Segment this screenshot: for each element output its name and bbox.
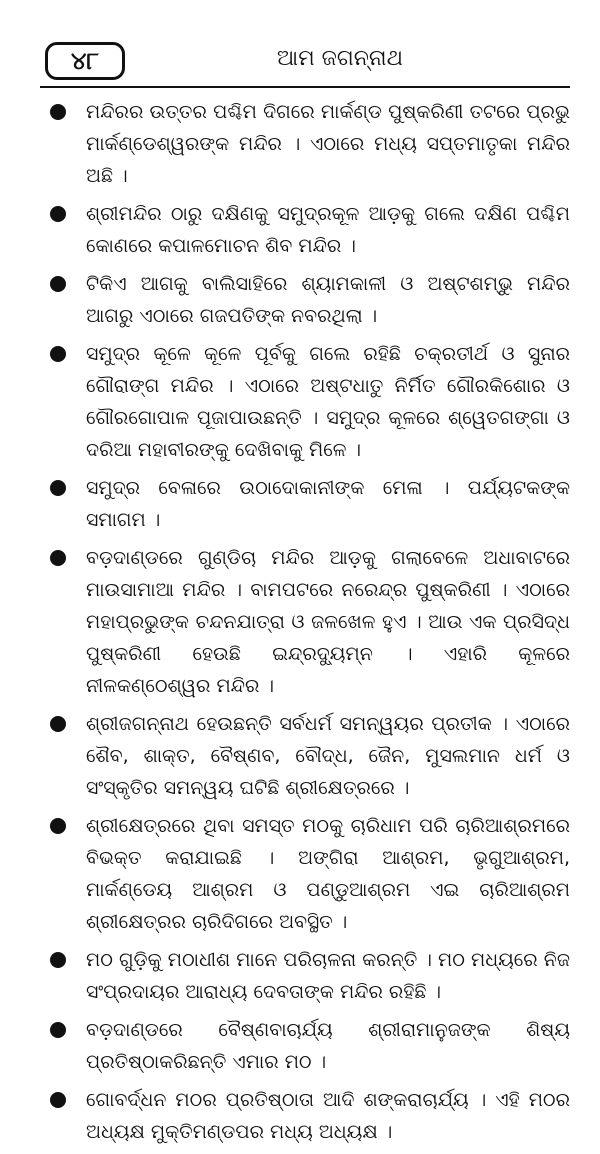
bullet-icon [50,276,66,292]
bullet-icon [50,480,66,496]
list-item [40,338,570,466]
list-item-text: ସମୁଦ୍ର ବେଳାରେ ଉଠାଦୋକାନୀଙ୍କ ମେଳା । ପର୍ଯ୍ୟଟକଙ୍କ ସମାଗମ । [86,477,570,531]
list-item [40,944,570,1008]
list-item-text: ସମୁଦ୍ର କୂଳେ କୂଳେ ପୂର୍ବକୁ ଗଲେ ରହିଛି ଚକ୍ରତୀର୍ଥ ଓ ସୁନାର ଗୌରାଙ୍ଗ ମନ୍ଦିର । ଏଠାରେ ଅଷ୍ଟଧାତୁ ନିର୍ମିତ ଗୌରକିଶୋର ଓ ଗୌରଗୋପାଳ ପୂଜାପାଉଛନ୍ତି । ସମୁଦ୍ର କୂଳରେ ଶ୍ୱେତଗଙ୍ଗା ଓ ଦରିଆ ମହାବୀରଙ୍କୁ ଦେଖିବାକୁ ମିଳେ । [86,343,570,461]
list-item [40,1014,570,1078]
list-item [40,1084,570,1148]
bullet-icon [50,716,66,732]
list-item [40,198,570,262]
list-item [40,708,570,804]
list-item-text: ମନ୍ଦିରର ଉତ୍ତର ପଶ୍ଚିମ ଦିଗରେ ମାର୍କଣ୍ଡ ପୁଷ୍କରିଣୀ ତଟରେ ପ୍ରଭୁ ମାର୍କଣ୍ଡେଶ୍ୱରଙ୍କ ମନ୍ଦିର । ଏଠାରେ ମଧ୍ୟ ସପ୍ତମାତୃକା ମନ୍ଦିର ଅଛି । [86,101,570,187]
list-item-text: ବଡ଼ଦାଣ୍ଡରେ ଗୁଣ୍ଡିଚା ମନ୍ଦିର ଆଡ଼କୁ ଗଲାବେଳେ ଅଧାବାଟରେ ମାଉସାମାଆ ମନ୍ଦିର । ବାମପଟରେ ନରେନ୍ଦ୍ର ପୁଷ୍କରିଣୀ । ଏଠାରେ ମହାପ୍ରଭୁଙ୍କ ଚନ୍ଦନଯାତ୍ରା ଓ ଜଳଖେଳ ହୁଏ । ଆଉ ଏକ ପ୍ରସିଦ୍ଧ ପୁଷ୍କରିଣୀ ହେଉଛି ଇନ୍ଦ୍ରଦ୍ୟୁମ୍ନ । ଏହାରି କୂଳରେ ନୀଳକଣ୍ଠେଶ୍ୱର ମନ୍ଦିର । [86,547,570,697]
bullet-icon [50,952,66,968]
list-item-text: ଗୋବର୍ଦ୍ଧନ ମଠର ପ୍ରତିଷ୍ଠାତା ଆଦି ଶଙ୍କରାଚାର୍ଯ୍ୟ । ଏହି ମଠର ଅଧ୍ୟକ୍ଷ ମୁକ୍ତିମଣ୍ଡପର ମଧ୍ୟ ଅଧ୍ୟକ୍ଷ । [86,1089,570,1143]
bullet-icon [50,1092,66,1108]
list-item [40,472,570,536]
list-item-text: ଶ୍ରୀକ୍ଷେତ୍ରରେ ଥିବା ସମସ୍ତ ମଠକୁ ଚାରିଧାମ ପରି ଚାରିଆଶ୍ରମରେ ବିଭକ୍ତ କରାଯାଇଛି । ଅଙ୍ଗିରା ଆଶ୍ରମ, ଭୃଗୁଆଶ୍ରମ, ମାର୍କଣ୍ଡେୟ ଆଶ୍ରମ ଓ ପଣ୍ଡୁଆଶ୍ରମ ଏଇ ଚାରିଆଶ୍ରମ ଶ୍ରୀକ୍ଷେତ୍ରର ଚାରିଦିଗରେ ଅବସ୍ଥିତ । [86,815,570,933]
running-head: ଆମ ଜଗନ୍ନାଥ [276,46,404,71]
list-item-text: ଟିକିଏ ଆଗକୁ ବାଲିସାହିରେ ଶ୍ୟାମକାଳୀ ଓ ଅଷ୍ଟଶମ୍ଭୁ ମନ୍ଦିର ଆଗରୁ ଏଠାରେ ଗଜପତିଙ୍କ ନବରଥିଲା । [86,273,570,327]
bullet-icon [50,346,66,362]
bullet-icon [50,104,66,120]
bullet-icon [50,206,66,222]
list-item-text: ମଠ ଗୁଡ଼ିକୁ ମଠାଧୀଶ ମାନେ ପରିଚାଳନା କରନ୍ତି । ମଠ ମଧ୍ୟରେ ନିଜ ସଂପ୍ରଦାୟର ଆରାଧ୍ୟ ଦେବତାଙ୍କ ମନ୍ଦିର ରହିଛି । [86,949,570,1003]
list-item [40,268,570,332]
list-item-text: ବଡ଼ଦାଣ୍ଡରେ ବୈଷ୍ଣବାଚାର୍ଯ୍ୟ ଶ୍ରୀରାମାନୁଜଙ୍କ ଶିଷ୍ୟ ପ୍ରତିଷ୍ଠାକରିଛନ୍ତି ଏମାର ମଠ । [86,1019,570,1073]
list-item-text: ଶ୍ରୀଜଗନ୍ନାଥ ହେଉଛନ୍ତି ସର୍ବଧର୍ମ ସମନ୍ୱୟର ପ୍ରତୀକ । ଏଠାରେ ଶୈବ, ଶାକ୍ତ, ବୈଷ୍ଣବ, ବୌଦ୍ଧ, ଜୈନ, ମୁସଲମାନ ଧର୍ମ ଓ ସଂସ୍କୃତିର ସମନ୍ୱୟ ଘଟିଛି ଶ୍ରୀକ୍ଷେତ୍ରରେ । [86,713,570,799]
header-rule [40,86,570,88]
page-number: ୪୮ [45,42,125,80]
page-header [40,42,570,86]
list-item [40,542,570,702]
list-item-text: ଶ୍ରୀମନ୍ଦିର ଠାରୁ ଦକ୍ଷିଣକୁ ସମୁଦ୍ରକୂଳ ଆଡ଼କୁ ଗଲେ ଦକ୍ଷିଣ ପଶ୍ଚିମ କୋଣରେ କପାଳମୋଚନ ଶିବ ମନ୍ଦିର । [86,203,570,257]
bullet-list [40,96,570,1154]
bullet-icon [50,1022,66,1038]
list-item [40,810,570,938]
bullet-icon [50,818,66,834]
bullet-icon [50,550,66,566]
list-item [40,96,570,192]
